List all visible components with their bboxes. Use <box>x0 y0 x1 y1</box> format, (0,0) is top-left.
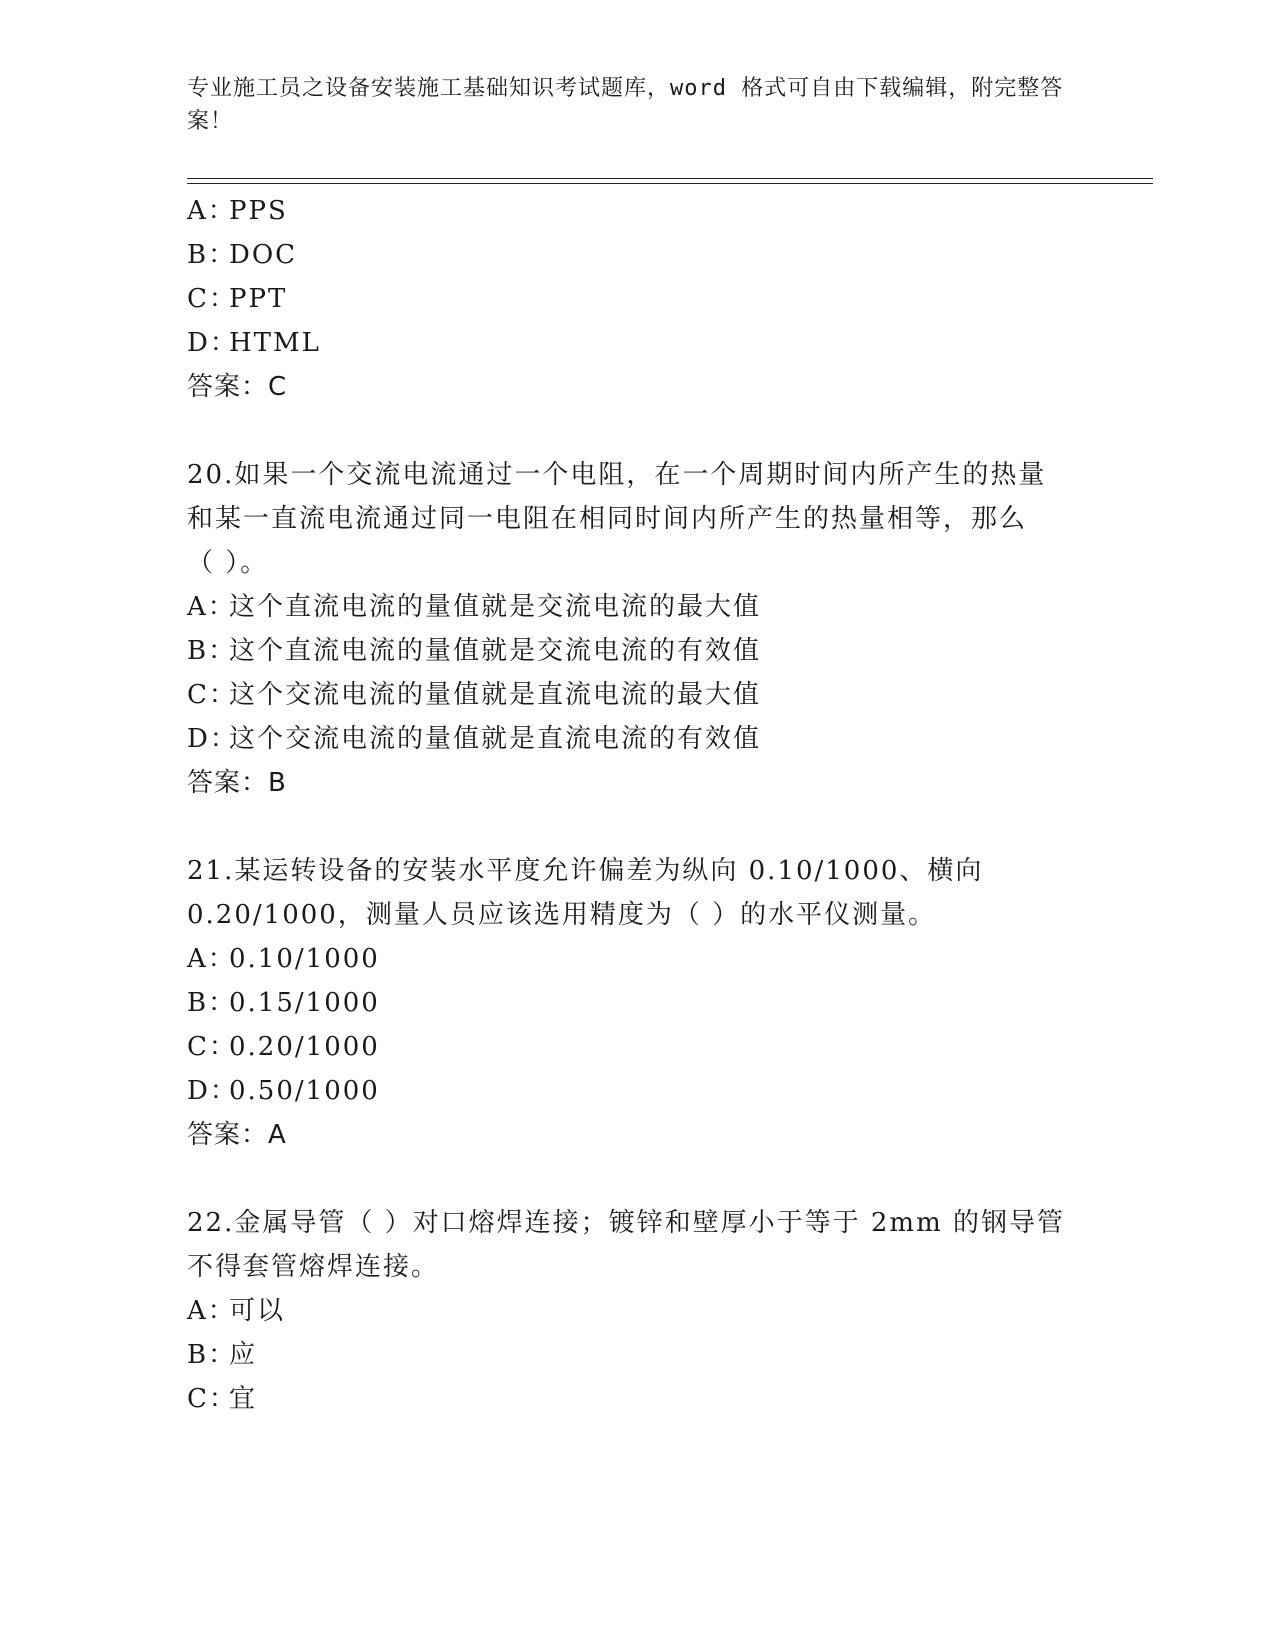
option-item <box>187 196 288 226</box>
header-rule-bottom <box>187 183 1153 184</box>
answer-line: 答案：B <box>187 768 287 798</box>
option-item <box>187 636 761 666</box>
option-item <box>187 1384 257 1414</box>
option-letter: D： <box>187 1076 238 1106</box>
option-text: 这个直流电流的量值就是交流电流的有效值 <box>229 636 762 666</box>
option-text: 这个交流电流的量值就是直流电流的有效值 <box>229 724 762 754</box>
option-text: 这个直流电流的量值就是交流电流的最大值 <box>229 592 762 622</box>
option-item <box>187 328 321 358</box>
option-item <box>187 1340 257 1370</box>
answer-line: 答案：A <box>187 1120 287 1150</box>
option-item <box>187 1032 380 1062</box>
option-letter: A： <box>187 592 236 622</box>
question-line: 和某一直流电流通过同一电阻在相同时间内所产生的热量相等，那么 <box>187 504 1028 534</box>
option-letter: C： <box>187 1384 237 1414</box>
option-letter: A： <box>187 944 236 974</box>
option-text: 应 <box>229 1340 258 1370</box>
answer-line: 答案：C <box>187 372 288 402</box>
option-item <box>187 680 761 710</box>
option-letter: C： <box>187 680 237 710</box>
option-letter: C： <box>187 1032 237 1062</box>
option-item <box>187 240 297 270</box>
option-text: PPS <box>229 196 288 226</box>
option-letter: D： <box>187 328 238 358</box>
option-letter: B： <box>187 240 237 270</box>
option-item <box>187 724 761 754</box>
option-text: PPT <box>229 284 288 314</box>
question-line: 不得套管熔焊连接。 <box>187 1252 440 1282</box>
document-header: 专业施工员之设备安装施工基础知识考试题库，word 格式可自由下载编辑，附完整答案！ <box>187 76 1064 134</box>
option-text: 0.10/1000 <box>229 944 380 974</box>
option-letter: A： <box>187 1296 236 1326</box>
option-text: 0.20/1000 <box>229 1032 380 1062</box>
question-line: 20.如果一个交流电流通过一个电阻，在一个周期时间内所产生的热量 <box>187 460 1047 490</box>
option-letter: C： <box>187 284 237 314</box>
option-item <box>187 1076 380 1106</box>
option-letter: B： <box>187 988 237 1018</box>
option-text: 0.50/1000 <box>229 1076 380 1106</box>
question-line: （ ）。 <box>187 548 269 578</box>
option-text: HTML <box>229 328 321 358</box>
question-line: 22.金属导管（ ）对口熔焊连接；镀锌和壁厚小于等于 2mm 的钢导管 <box>187 1208 1065 1238</box>
option-item <box>187 284 287 314</box>
header-rule-top <box>187 178 1153 179</box>
option-item <box>187 944 380 974</box>
option-letter: A： <box>187 196 236 226</box>
option-letter: B： <box>187 636 237 666</box>
option-text: DOC <box>229 240 298 270</box>
option-text: 可以 <box>229 1296 286 1326</box>
option-letter: D： <box>187 724 238 754</box>
option-item <box>187 1296 285 1326</box>
option-text: 宜 <box>229 1384 258 1414</box>
question-line: 21.某运转设备的安装水平度允许偏差为纵向 0.10/1000、横向 <box>187 856 984 886</box>
option-item <box>187 592 761 622</box>
option-text: 0.15/1000 <box>229 988 380 1018</box>
option-item <box>187 988 380 1018</box>
option-letter: B： <box>187 1340 237 1370</box>
question-line: 0.20/1000，测量人员应该选用精度为（ ）的水平仪测量。 <box>187 900 937 930</box>
option-text: 这个交流电流的量值就是直流电流的最大值 <box>229 680 762 710</box>
